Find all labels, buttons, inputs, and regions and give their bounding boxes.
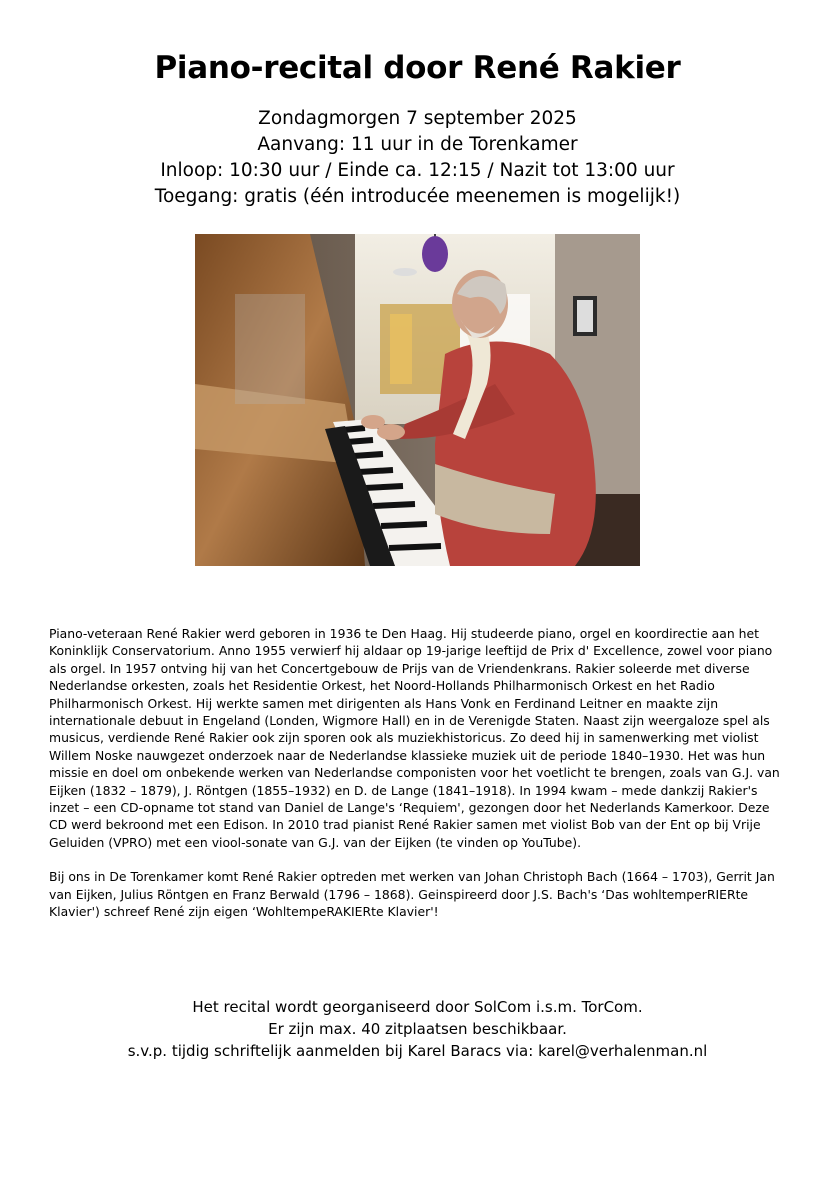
pianist-photo bbox=[195, 234, 640, 566]
event-admission-line: Toegang: gratis (één introducée meenemen is mogelijk!) bbox=[154, 186, 681, 207]
event-start-line: Aanvang: 11 uur in de Torenkamer bbox=[257, 134, 578, 155]
organizer-line: Het recital wordt georganiseerd door SolCom i.s.m. TorCom. bbox=[192, 998, 643, 1016]
bio-paragraph: Bij ons in De Torenkamer komt René Rakier optreden met werken van Johan Christoph Bach (1664 – 1703), Gerrit Jan van Eijken, Julius Röntgen en Franz Berwald (1796 – 1868). Geinspireerd door J.S. Bach's ‘Das wohltemperRIERte Klavier') schreef René zijn eigen ‘WohltempeRAKIERte Klavier'! bbox=[49, 869, 775, 920]
biography bbox=[49, 625, 789, 938]
footer-info bbox=[0, 996, 835, 1062]
registration-line: s.v.p. tijdig schriftelijk aanmelden bij Karel Baracs via: karel@verhalenman.nl bbox=[127, 1042, 708, 1060]
event-times-line: Inloop: 10:30 uur / Einde ca. 12:15 / Nazit tot 13:00 uur bbox=[160, 160, 675, 181]
page-title: Piano-recital door René Rakier bbox=[154, 50, 681, 86]
event-info bbox=[0, 106, 835, 210]
bio-paragraph: Piano-veteraan René Rakier werd geboren in 1936 te Den Haag. Hij studeerde piano, orgel en koordirectie aan het Koninklijk Conservatorium. Anno 1955 verwierf hij aldaar op 19-jarige leeftijd de Prix d' Excellence, zowel voor piano als orgel. In 1957 ontving hij van het Concertgebouw de Prijs van de Vriendenkrans. Rakier soleerde met diverse Nederlandse orkesten, zoals het Residentie Orkest, het Noord-Hollands Philharmonisch Orkest en het Radio Philharmonisch Orkest. Hij werkte samen met dirigenten als Hans Vonk en Ferdinand Leitner en maakte zijn internationale debuut in Engeland (Londen, Wigmore Hall) en in de Verenigde Staten. Naast zijn weergaloze spel als musicus, verdiende René Rakier ook zijn sporen ook als muziekhistoricus. Zo deed hij in samenwerking met violist Willem Noske nauwgezet onderzoek naar de Nederlandse klassieke muziek uit de periode 1840–1930. Het was hun missie en doel om onbekende werken van Nederlandse componisten voor het voetlicht te brengen, zoals van G.J. van Eijken (1832 – 1879), J. Röntgen (1855–1932) en D. de Lange (1841–1918). In 1994 kwam – mede dankzij Rakier's inzet – een CD-opname tot stand van Daniel de Lange's ‘Requiem', gezongen door het Nederlands Kamerkoor. Deze CD werd bekroond met een Edison. In 2010 trad pianist René Rakier samen met violist Bob van der Ent op bij Vrije Geluiden (VPRO) met een viool-sonate van G.J. van der Eijken (te vinden op YouTube). bbox=[49, 626, 780, 850]
event-date-line: Zondagmorgen 7 september 2025 bbox=[258, 108, 577, 129]
seats-line: Er zijn max. 40 zitplaatsen beschikbaar. bbox=[268, 1020, 567, 1038]
